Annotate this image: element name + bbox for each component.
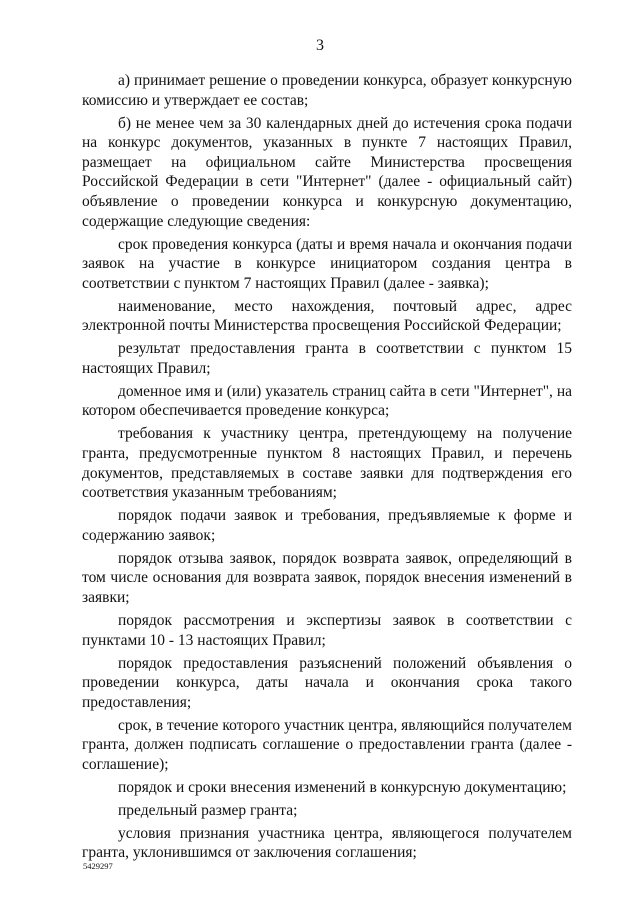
list-item-doc-changes: порядок и сроки внесения изменений в конкурсную документацию; [118, 778, 567, 796]
list-item-withdrawal: порядок отзыва заявок, порядок возврата заявок, определяющий в том числе основания для возврата заявок, порядок внесения изменений в заявки; [82, 549, 572, 606]
list-item-domain: доменное имя и (или) указатель страниц сайта в сети "Интернет", на котором обеспечивается проведение конкурса; [82, 382, 572, 420]
paragraph-a: а) принимает решение о проведении конкурса, образует конкурсную комиссию и утверждает ее состав; [82, 72, 572, 109]
paragraph-b: б) не менее чем за 30 календарных дней до истечения срока подачи на конкурс документов, указанных в пункте 7 настоящих Правил, размещает на официальном сайте Министерства просвещения Российской Федерации в сети "Интернет" (далее - официальный сайт) объявление о проведении конкурса и конкурсную документацию, содержащие следующие сведения: [82, 114, 572, 230]
list-item-submission: порядок подачи заявок и требования, предъявляемые к форме и содержанию заявок; [82, 507, 572, 544]
list-item-evasion: условия признания участника центра, являющегося получателем гранта, уклонившимся от заключения соглашения; [82, 824, 572, 862]
page-number: 3 [316, 37, 324, 54]
document-id: 5429297 [83, 861, 113, 871]
list-item-result: результат предоставления гранта в соответствии с пунктом 15 настоящих Правил; [82, 340, 572, 377]
list-item-name-address: наименование, место нахождения, почтовый адрес, адрес электронной почты Министерства просвещения Российской Федерации; [82, 297, 572, 335]
list-item-deadline: срок проведения конкурса (даты и время начала и окончания подачи заявок на участие в конкурсе инициатором создания центра в соответствии с пунктом 7 настоящих Правил (далее - заявка); [82, 235, 572, 292]
list-item-signing-term: срок, в течение которого участник центра, являющийся получателем гранта, должен подписать соглашение о предоставлении гранта (далее - соглашение); [82, 716, 572, 773]
list-item-requirements: требования к участнику центра, претендующему на получение гранта, предусмотренные пунктом 8 настоящих Правил, и перечень документов, представляемых в составе заявки для подтверждения его соответствия указанным требованиям; [82, 425, 572, 502]
document-body [82, 71, 572, 866]
list-item-max-grant: предельный размер гранта; [118, 801, 298, 819]
list-item-clarifications: порядок предоставления разъяснений положений объявления о проведении конкурса, даты начала и окончания срока такого предоставления; [82, 654, 572, 711]
list-item-review: порядок рассмотрения и экспертизы заявок в соответствии с пунктами 10 - 13 настоящих Правил; [82, 611, 572, 649]
